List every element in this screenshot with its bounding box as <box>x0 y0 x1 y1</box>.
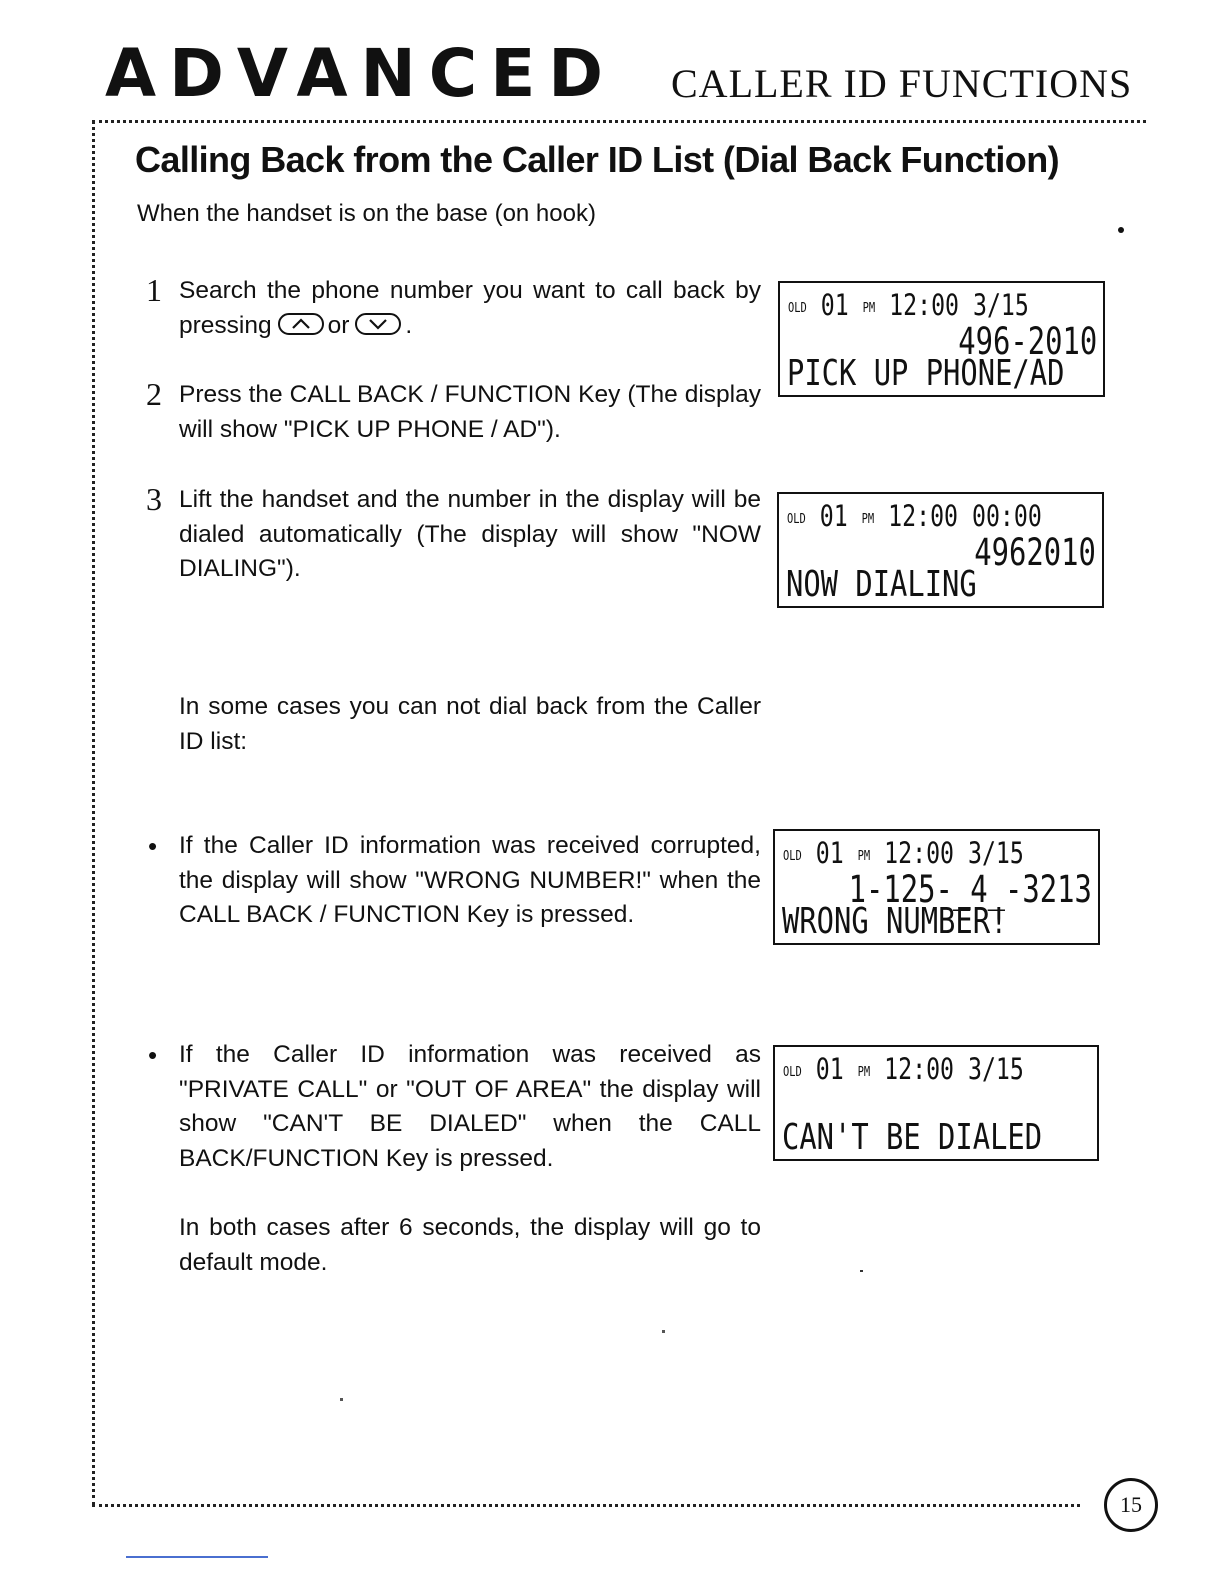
print-speck <box>1118 227 1124 233</box>
lcd-message: WRONG NUMBER! <box>782 901 1008 942</box>
dotted-border-bottom <box>92 1504 1080 1507</box>
bullet-symbol: • <box>148 831 158 861</box>
step-3-text: Lift the handset and the number in the display will be dialed automatically (The display will show "NOW DIALING"). <box>179 486 761 583</box>
step-number: 3 <box>146 481 162 517</box>
step-number: 2 <box>146 376 162 412</box>
lcd-number: 496-2010 <box>957 320 1097 363</box>
lcd-status-row: OLD 01 PM 12:00 00:00 <box>787 499 1042 533</box>
lcd-number: 1-125-_4_-3213 <box>848 868 1092 911</box>
header-caller-id-functions: CALLER ID FUNCTIONS <box>671 61 1133 106</box>
step-2-text: Press the CALL BACK / FUNCTION Key (The display will show "PICK UP PHONE / AD"). <box>179 381 761 443</box>
lcd-status-row: OLD 01 PM 12:00 3/15 <box>783 1052 1024 1086</box>
down-arrow-key-icon <box>355 313 401 335</box>
page-header <box>105 35 1165 112</box>
lcd-display-now-dialing <box>777 492 1104 608</box>
lcd-status-row: OLD 01 PM 12:00 3/15 <box>788 288 1029 322</box>
header-advanced: ADVANCED <box>105 35 617 112</box>
print-speck <box>340 1398 343 1401</box>
bullet-1-text: If the Caller ID information was received corrupted, the display will show "WRONG NUMBER!" when the CALL BACK / FUNCTION Key is pressed. <box>179 832 761 929</box>
bullet-2-text: If the Caller ID information was received as "PRIVATE CALL" or "OUT OF AREA" the display will show "CAN'T BE DIALED" when the CALL BACK/FUNCTION Key is pressed. <box>179 1041 761 1172</box>
step-1-text-a: Search the phone number you want to call back by pressing <box>179 277 761 339</box>
lcd-display-pick-up-phone <box>778 281 1105 397</box>
step-1-text <box>179 274 761 343</box>
print-speck <box>860 1270 863 1272</box>
lcd-display-wrong-number <box>773 829 1100 945</box>
footer-rule <box>126 1556 268 1558</box>
section-subtitle: When the handset is on the base (on hook) <box>137 200 596 227</box>
page-number: 15 <box>1104 1478 1158 1532</box>
step-1-end: . <box>405 311 413 339</box>
bullet-symbol: • <box>148 1040 158 1070</box>
lcd-message: NOW DIALING <box>786 564 977 605</box>
section-title: Calling Back from the Caller ID List (Dial Back Function) <box>135 139 1059 180</box>
dotted-border-left <box>92 120 95 1506</box>
lcd-status-row: OLD 01 PM 12:00 3/15 <box>783 836 1024 870</box>
step-1-or: or <box>327 311 350 339</box>
lcd-message: CAN'T BE DIALED <box>782 1117 1043 1158</box>
lcd-number: 4962010 <box>974 531 1096 574</box>
lcd-message: PICK UP PHONE/AD <box>787 353 1065 394</box>
dotted-border-top <box>92 120 1146 123</box>
lcd-display-cant-be-dialed <box>773 1045 1099 1161</box>
note-text: In some cases you can not dial back from the Caller ID list: <box>179 693 761 755</box>
closing-text: In both cases after 6 seconds, the display will go to default mode. <box>179 1214 761 1276</box>
print-speck <box>662 1330 665 1333</box>
up-arrow-key-icon <box>278 313 324 335</box>
step-number: 1 <box>146 272 162 308</box>
